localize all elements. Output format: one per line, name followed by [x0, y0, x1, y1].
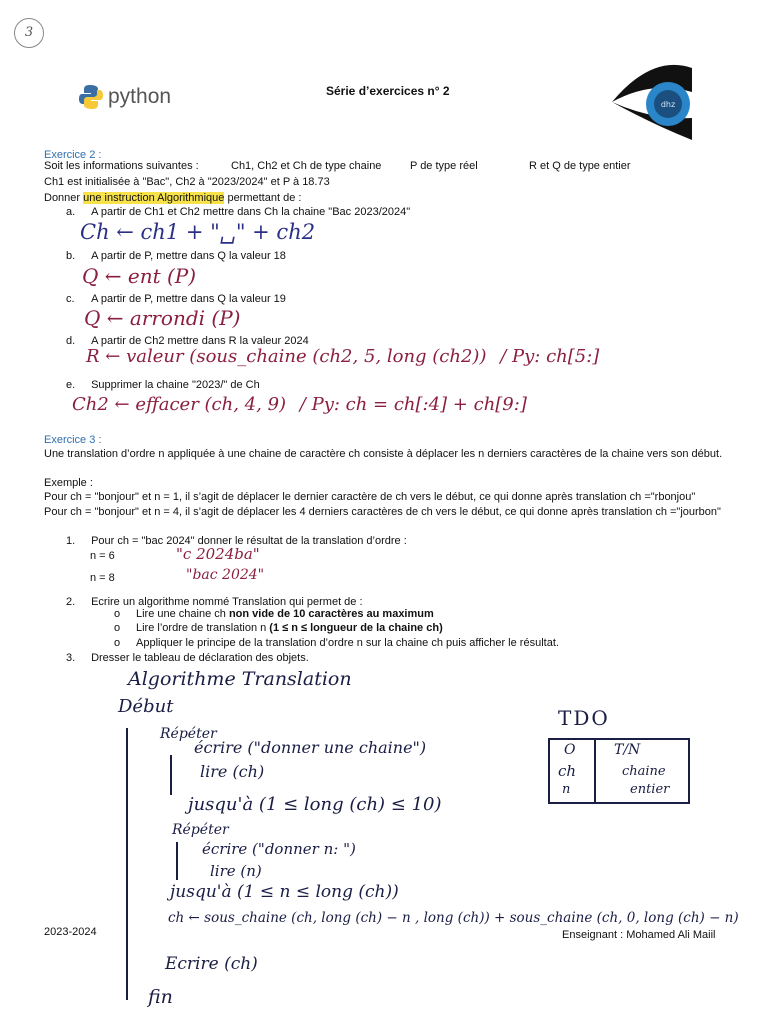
- info-p-type: P de type réel: [410, 160, 478, 172]
- q2-number: 2.: [66, 596, 76, 608]
- algo-repeat2-bracket: [176, 842, 178, 880]
- answer-e-python: / Py: ch = ch[:4] + ch[9:]: [299, 394, 527, 415]
- algo-repeter-1: Répéter: [160, 726, 217, 742]
- bullet-circle-icon: o: [114, 608, 121, 620]
- ex3-heading: Exercice 3 :: [44, 434, 102, 446]
- ex3-exemple: Exemple :: [44, 477, 93, 489]
- bullet-bold: (1 ≤ n ≤ longueur de la chaine ch): [269, 622, 443, 634]
- algo-title: Algorithme Translation: [128, 668, 352, 690]
- ex2-item-c: [66, 293, 286, 306]
- page-title: Série d’exercices n° 2: [326, 84, 450, 98]
- tdo-col-tn: T/N: [614, 742, 641, 758]
- algo-debut: Début: [118, 696, 174, 717]
- answer-d-python: / Py: ch[5:]: [500, 346, 600, 367]
- algo-lire-2: lire (n): [210, 862, 262, 880]
- bullet-circle-icon: o: [114, 637, 121, 649]
- item-letter: a.: [66, 206, 76, 218]
- ex3-para1: Une translation d’ordre n appliquée à une chaine de caractère ch consiste à déplacer les n derniers caractères de la chaine vers son début.: [44, 448, 723, 460]
- info-intro: Soit les informations suivantes :: [44, 160, 199, 172]
- item-text: A partir de P, mettre dans Q la valeur 18: [91, 250, 286, 262]
- q2-text: Ecrire un algorithme nommé Translation qui permet de :: [91, 596, 363, 608]
- item-text: Supprimer la chaine "2023/" de Ch: [91, 379, 260, 391]
- donner-suffix: permettant de :: [224, 192, 302, 204]
- item-text: A partir de Ch2 mettre dans R la valeur 2024: [91, 335, 309, 347]
- item-text: A partir de Ch1 et Ch2 mettre dans Ch la chaine "Bac 2023/2024": [91, 206, 411, 218]
- bullet-bold: non vide de 10 caractères au maximum: [228, 608, 434, 620]
- item-text: A partir de P, mettre dans Q la valeur 19: [91, 293, 286, 305]
- answer-e-main: Ch2 ← effacer (ch, 4, 9): [72, 394, 287, 415]
- q2-bullet-3: [114, 637, 559, 650]
- ex2-answer-e: [72, 394, 527, 415]
- eye-logo-icon: [612, 62, 698, 148]
- item-letter: d.: [66, 335, 76, 347]
- algo-assign: ch ← sous_chaine (ch, long (ch) − n , long (ch)) + sous_chaine (ch, 0, long (ch) − n): [168, 910, 739, 926]
- bullet-circle-icon: o: [114, 622, 121, 634]
- q1-n6-answer: "c 2024ba": [176, 545, 260, 563]
- q1-n8-label: n = 8: [90, 572, 115, 584]
- ex2-item-a: [66, 206, 410, 219]
- python-logo: [78, 84, 198, 112]
- donner-prefix: Donner: [44, 192, 84, 204]
- q1-n6-label: n = 6: [90, 550, 115, 562]
- tdo-row-ch-o: ch: [558, 762, 577, 780]
- python-logo-icon: [78, 84, 104, 110]
- ex2-donner-line: [44, 192, 301, 205]
- item-letter: b.: [66, 250, 76, 262]
- algo-lire-1: lire (ch): [200, 762, 265, 781]
- school-logo: [612, 62, 698, 148]
- ex3-example-line2: Pour ch = "bonjour" et n = 4, il s’agit de déplacer les 4 derniers caractères de ch vers le début, ce qui donne après translation ch ="jourbon": [44, 506, 721, 518]
- ex3-q3: [66, 652, 309, 665]
- algo-repeat1-bracket: [170, 755, 172, 795]
- q3-text: Dresser le tableau de déclaration des objets.: [91, 652, 309, 664]
- info-chains: Ch1, Ch2 et Ch de type chaine: [231, 160, 382, 172]
- ex2-info-line: [44, 160, 744, 173]
- item-letter: c.: [66, 293, 75, 305]
- info-rq-type: R et Q de type entier: [529, 160, 631, 172]
- algo-fin: fin: [148, 986, 173, 1008]
- q2-bullet-2: [114, 622, 443, 635]
- svg-text:dhz: dhz: [660, 100, 676, 109]
- bullet-normal: Lire une chaine ch: [136, 608, 229, 620]
- q1-n8-answer: "bac 2024": [186, 567, 265, 583]
- tdo-title: TDO: [558, 706, 610, 730]
- tdo-divider: [594, 740, 596, 802]
- page-number: 3: [14, 18, 44, 48]
- tdo-row-ch-t: chaine: [622, 764, 666, 779]
- ex2-heading: Exercice 2 :: [44, 149, 102, 161]
- algo-ecrire-3: Ecrire (ch): [165, 954, 258, 974]
- tdo-col-o: O: [564, 742, 576, 758]
- ex2-item-e: [66, 379, 260, 392]
- q2-bullet-1: [114, 608, 434, 621]
- python-logo-text: python: [108, 85, 172, 108]
- ex2-answer-d: [86, 346, 599, 367]
- q1-text: Pour ch = "bac 2024" donner le résultat de la translation d’ordre :: [91, 535, 407, 547]
- algo-jusqua-1: jusqu'à (1 ≤ long (ch) ≤ 10): [188, 794, 442, 815]
- algo-ecrire-1: écrire ("donner une chaine"): [194, 738, 427, 757]
- donner-highlight: une instruction Algorithmique: [83, 192, 225, 204]
- answer-d-main: R ← valeur (sous_chaine (ch2, 5, long (ch2)): [86, 346, 487, 367]
- bullet-normal: Lire l’ordre de translation n: [136, 622, 270, 634]
- algo-ecrire-2: écrire ("donner n: "): [202, 840, 356, 858]
- tdo-row-n-t: entier: [630, 782, 670, 797]
- q3-number: 3.: [66, 652, 76, 664]
- tdo-table: [548, 738, 690, 804]
- algo-jusqua-2: jusqu'à (1 ≤ n ≤ long (ch)): [170, 882, 399, 902]
- algo-main-bracket: [126, 728, 128, 1000]
- ex2-answer-b: Q ← ent (P): [82, 264, 197, 288]
- ex2-answer-c: Q ← arrondi (P): [84, 306, 241, 330]
- ex2-init-line: Ch1 est initialisée à "Bac", Ch2 à "2023/2024" et P à 18.73: [44, 176, 330, 188]
- footer-year: 2023-2024: [44, 926, 97, 938]
- item-letter: e.: [66, 379, 76, 391]
- footer-teacher: Enseignant : Mohamed Ali Maiil: [562, 929, 716, 941]
- ex3-example-line1: Pour ch = "bonjour" et n = 1, il s’agit de déplacer le dernier caractère de ch vers le début, ce qui donne après translation ch ="rbonjou": [44, 491, 696, 503]
- ex2-answer-a: Ch ← ch1 + "␣" + ch2: [80, 220, 316, 244]
- q1-number: 1.: [66, 535, 76, 547]
- tdo-row-n-o: n: [562, 782, 571, 797]
- algo-repeter-2: Répéter: [172, 822, 229, 838]
- bullet-normal: Appliquer le principe de la translation d’ordre n sur la chaine ch puis afficher le résultat.: [136, 637, 559, 649]
- ex2-item-b: [66, 250, 286, 263]
